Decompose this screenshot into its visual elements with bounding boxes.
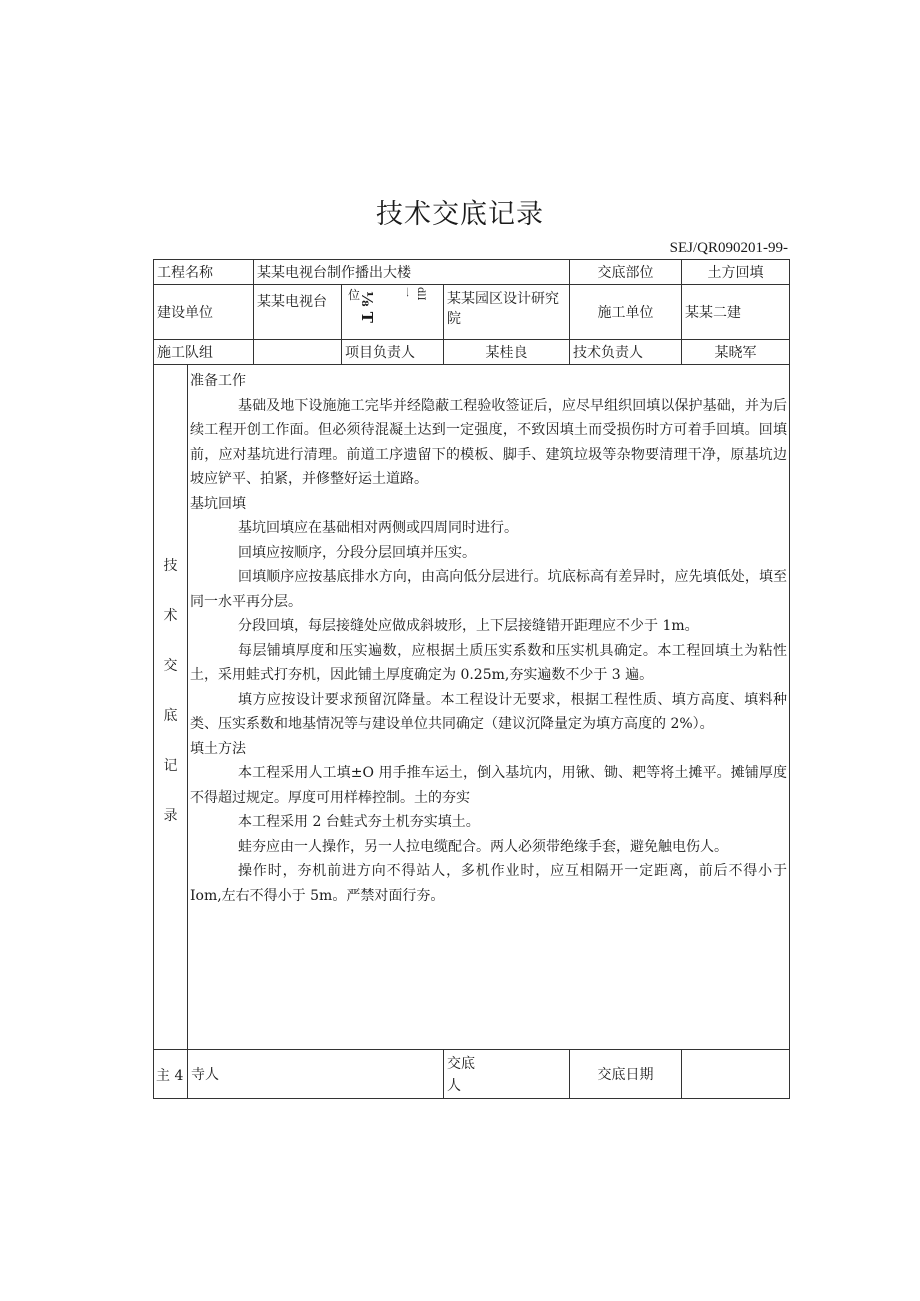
project-name-label: 工程名称 bbox=[154, 260, 254, 285]
disclosure-content bbox=[188, 365, 790, 1050]
footer-left-label: 主 4 bbox=[154, 1050, 188, 1099]
project-manager-label: 项目负责人 bbox=[342, 340, 444, 365]
contractor-label: 施工单位 bbox=[570, 285, 682, 340]
stamp-text-right: dlI 一 bbox=[400, 287, 426, 301]
owner-label: 建设单位 bbox=[154, 285, 254, 340]
content-paragraph: 本工程采用人工填±O 用手推车运土，倒入基坑内，用锹、锄、耙等将土摊平。摊铺厚度不得超过规定。厚度可用样棒控制。土的夯实 bbox=[190, 765, 788, 806]
tech-manager-value: 某晓军 bbox=[682, 340, 790, 365]
content-paragraph: 回填应按顺序，分段分层回填并压实。 bbox=[238, 544, 476, 561]
content-paragraph: 每层铺填厚度和压实遍数，应根据土质压实系数和压实机具确定。本工程回填土为粘性土，采用蛙式打夯机，因此铺土厚度确定为 0.25m,夯实遍数不少于 3 遍。 bbox=[190, 642, 788, 683]
form-row-project bbox=[154, 260, 790, 285]
team-label: 施工队组 bbox=[154, 340, 254, 365]
side-char: 底 bbox=[163, 708, 178, 724]
disclosure-part-value: 土方回填 bbox=[682, 260, 790, 285]
project-name-value: 某某电视台制作播出大楼 bbox=[254, 260, 570, 285]
disclosure-part-label: 交底部位 bbox=[570, 260, 682, 285]
content-paragraph: 基坑回填应在基础相对两侧或四周同时进行。 bbox=[238, 520, 518, 536]
side-char: 录 bbox=[163, 808, 178, 824]
content-paragraph: 本工程采用 2 台蛙式夯土机夯实填土。 bbox=[238, 814, 480, 830]
contractor-value: 某某二建 bbox=[682, 285, 790, 340]
footer-date-label: 交底日期 bbox=[570, 1050, 682, 1099]
form-row-content bbox=[154, 365, 790, 1050]
owner-value: 某某电视台 bbox=[254, 285, 342, 340]
content-paragraph: 基础及地下设施施工完毕并经隐蔽工程验收签证后，应尽早组织回填以保护基础，并为后续工程开创工作面。但必须待混凝土达到一定强度，不致因填土而受损伤时方可着手回填。回填前，应对基坑进行清理。前道工序遗留下的模板、脚手、建筑垃圾等杂物要清理干净，原基坑边坡应铲平、拍紧，并修整好运土道路。 bbox=[190, 397, 788, 487]
disclosure-form bbox=[153, 259, 790, 1099]
page-title: 技术交底记录 bbox=[376, 199, 544, 230]
side-label-cell bbox=[154, 365, 188, 1050]
content-paragraph: 操作时，夯机前进方向不得站人，多机作业时，应互相隔开一定距离，前后不得小于 Iom,左右不得小于 5m。严禁对面行夯。 bbox=[190, 863, 788, 904]
content-paragraph: 回填顺序应按基底排水方向，由高向低分层进行。坑底标高有差异时，应先填低处，填至同一水平再分层。 bbox=[190, 569, 788, 610]
section-heading: 基坑回填 bbox=[190, 495, 246, 512]
content-paragraph: 蛙夯应由一人操作，另一人拉电缆配合。两人必须带绝缘手套，避免触电伤人。 bbox=[238, 838, 728, 855]
side-label bbox=[154, 365, 187, 825]
team-value bbox=[254, 340, 342, 365]
side-char: 交 bbox=[163, 658, 178, 674]
form-row-signatures bbox=[154, 1050, 790, 1099]
footer-date-value bbox=[682, 1050, 790, 1099]
section-heading: 准备工作 bbox=[190, 373, 246, 389]
side-char: 记 bbox=[163, 758, 178, 774]
content-paragraph: 填方应按设计要求预留沉降量。本工程设计无要求，根据工程性质、填方高度、填料种类、压实系数和地基情况等与建设单位共同确定（建议沉降量定为填方高度的 2%）。 bbox=[190, 691, 788, 732]
footer-discloser-line2: 人 bbox=[447, 1078, 461, 1094]
footer-discloser-line1: 交底 bbox=[447, 1056, 475, 1072]
footer-signer-label: 寺人 bbox=[188, 1050, 444, 1099]
side-char: 术 bbox=[163, 608, 178, 624]
designer-value: 某某园区设计研究院 bbox=[444, 285, 570, 340]
tech-manager-label: 技术负责人 bbox=[570, 340, 682, 365]
side-char: 技 bbox=[163, 558, 178, 574]
form-row-units bbox=[154, 285, 790, 340]
content-paragraph: 分段回填，每层接缝处应做成斜坡形，上下层接缝错开距理应不少于 1m。 bbox=[238, 618, 699, 634]
document-number: SEJ/QR090201-99- bbox=[669, 240, 788, 256]
stamp-text-rotated: ⅛ T bbox=[358, 291, 376, 323]
project-manager-value: 某桂良 bbox=[444, 340, 570, 365]
form-row-people bbox=[154, 340, 790, 365]
stamp-text-left: 位 bbox=[348, 288, 361, 302]
design-unit-stamp bbox=[342, 285, 444, 340]
footer-discloser-cell bbox=[444, 1050, 570, 1099]
section-heading: 填土方法 bbox=[190, 740, 246, 757]
